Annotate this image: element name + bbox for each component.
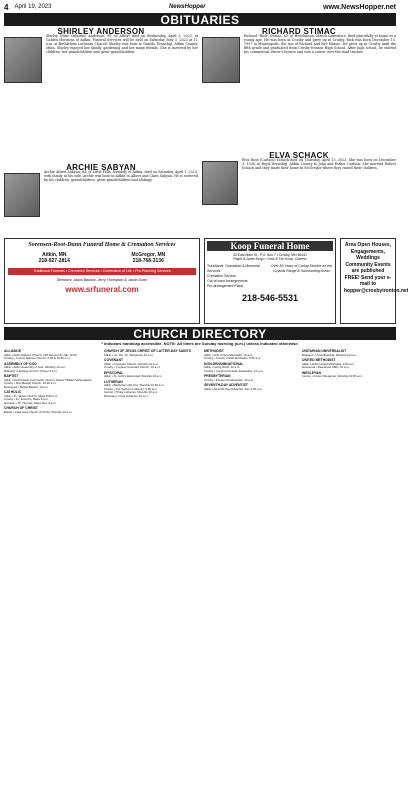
church-entry: Aitkin • St. John's Episcopal, Worship 10 a.m. <box>104 374 163 378</box>
church-entry: Aitkin • Covenant Church, Worship 10 a.m. <box>104 361 159 366</box>
church-entry: Aitkin • St. James Church, Mass 8:30 a.m. <box>4 393 59 398</box>
church-heading: CHURCH OF CHRIST <box>4 406 38 410</box>
church-heading: PRESBYTERIAN <box>204 374 231 378</box>
church-entry: Crosby • Crosby Alliance Church, 8:30 & 10:30 a.m. <box>4 356 71 360</box>
church-entry: Crosby • First Baptist Church, 10:30 a.m. <box>4 381 57 385</box>
church-heading: ASSEMBLY OF GOD <box>4 361 37 366</box>
church-entry: Brainerd • Heritage Church, Prayer 9 a.m. <box>4 368 58 373</box>
ad-city: Aitkin, MN <box>42 252 67 258</box>
ad-directors: Directors: Jason Bautick, Jerry Thompson & Jacob Dunn <box>56 278 148 282</box>
church-entry: Aitkin • Living Word, 10 a.m. <box>204 365 241 369</box>
paper-name: NewsHopper <box>168 4 206 10</box>
koop-ad <box>204 238 336 324</box>
church-entry: Aitkin • Northwoods Community Church, Pastor William Vehrenkamp <box>4 377 92 382</box>
church-directory-banner: CHURCH DIRECTORY <box>4 327 396 340</box>
church-heading: COVENANT <box>104 358 124 362</box>
ad-url[interactable]: www.srfuneral.com <box>65 285 139 294</box>
church-entry: Crosby • Crosby United Methodist, 9:30 a.m. <box>204 356 262 360</box>
obituary-photo <box>202 161 238 205</box>
church-entry: Aitkin • Seventh-Day Adventist, Sat. 9:30 a.m. <box>204 386 263 391</box>
church-entry: Aitkin • Bethlehem (ELCA), Worship 10:30 a.m. <box>104 383 165 387</box>
ad-phone: 218-927-2814 <box>38 258 70 264</box>
church-heading: CATHOLIC <box>4 390 22 394</box>
masthead <box>4 2 396 12</box>
church-entry: Aitkin • Aitkin United Methodist, 9:30 a.m. <box>302 361 355 366</box>
ad-tagline: Over 80 Years of Caring Service on the Cuyuna Range & Surrounding Areas <box>271 264 332 273</box>
obituary-text: Elva Rose (Carlson) Schack died on Thursday, April 13, 2023. She was born on December 3, 1936, in Boyd Township, Aitkin County to John and Esther Carlson. She married Robert Schack and they made their home in McGregor where they raised their children. <box>242 158 396 170</box>
obituary-text: Richard "Rick" Stimac, 65, of Hutchinson, March Lakeshore, died peacefully at home at a young age. He was born in Crosby and grew up in Crosby. Rick was born December 15, 1957 in Minneapolis, the son of Richard and Bev Stimac. He grew up in Crosby until the fifth grade and graduated from Crosby-Ironton High School. After high school, he started his commercial driver's license and was a career over-the-road trucker. <box>244 34 396 54</box>
church-entry: Aitkin • First United Methodist, 10 a.m. <box>204 352 254 357</box>
church-entry: Deerwood • Bethel Baptist, 10 a.m. <box>4 384 49 389</box>
ad-phone: 218-768-3136 <box>132 258 164 264</box>
page-number: 4 <box>4 2 9 12</box>
church-heading: LUTHERAN <box>104 379 123 384</box>
church-heading: WESLEYAN <box>302 370 321 375</box>
ad-address: 32 East Main St., P.O. Box 7 • Crosby, MN 56441 <box>233 253 307 257</box>
church-entry: Aitkin • Aitkin Alliance Church, 218 Second St. NE. 10:30 <box>4 352 77 357</box>
sorensen-ad <box>4 238 200 324</box>
church-heading: UNITED METHODIST <box>302 358 336 362</box>
church-entry: Ironton • Ironton Wesleyan, Worship 10:30 a.m. <box>302 374 363 378</box>
issue-date: April 19, 2023 <box>14 4 52 10</box>
ad-service-item: Cremation Service <box>207 274 236 278</box>
obituary-photo <box>4 37 42 83</box>
obituaries-banner: OBITUARIES <box>4 13 396 26</box>
church-column-3 <box>204 348 302 788</box>
ad-city: McGregor, MN <box>131 252 166 258</box>
obituary-name: ARCHIE SABYAN <box>66 163 136 172</box>
church-column-1 <box>4 348 102 788</box>
ad-title: Koop Funeral Home <box>207 241 333 251</box>
ad-title: Sorensen-Root-Dunn Funeral Home & Cremation Services <box>28 242 176 248</box>
obituary-text: Shirley (Nine Osborne) Anderson, 90, of Albert died on Wednesday, April 5, 2023, at Golden Horizons of Aitkin. Funeral Services will be held on Saturday May 3, 2023 at 11 a.m. at Bethlehem Lutheran Church. Shirley was born in Tuxedo Township, Aitkin County, Minn. Shirley enjoyed her family, gardening and her many friends. She is survived by her children, her grandchildren and great-grandchildren. <box>46 34 198 54</box>
church-entry: Baxter • Lake Area Church of Christ, Worship 10 a.m. <box>4 409 73 414</box>
church-entry: Aitkin • Co. Rd. 12, Sacrament 10 a.m. <box>104 352 154 357</box>
ad-owners: Ralph & Janet Koop • Chris & Tim Koop, Owners <box>233 257 307 261</box>
area-events-ad: Area Open Houses, Engagements, Weddings Community Events are published FREE! Send your e-mail to hopper@crosbyironton.net <box>340 238 396 324</box>
church-column-4 <box>302 348 400 788</box>
obituary-photo <box>4 173 40 217</box>
obituary-photo <box>202 37 240 83</box>
ad-service-item: Pre-arrangement Plans <box>207 284 244 288</box>
church-entry: Brainerd • UU Fellowship, Worship 10 a.m. <box>302 352 357 357</box>
obituary-elva <box>202 151 396 236</box>
paper-url[interactable]: www.NewsHopper.net <box>323 3 396 11</box>
church-column-2 <box>104 348 202 788</box>
church-heading: BAPTIST <box>4 374 19 378</box>
obituary-text: Archie Albert Sabyan, 84, of Little Falls, formerly of Aitkin, died on Saturday, April 1, 2023, with family at his side. Archie was born in Aitkin to Albert and Clara Sabyan. He is survived by his children, grandchildren, great-grandchildren and siblings. <box>44 170 198 182</box>
church-heading: METHODIST <box>204 349 224 353</box>
ad-service-item: Out of town Arrangements <box>207 279 248 283</box>
obituary-name: ELVA SCHACK <box>269 151 329 160</box>
church-heading: UNITARIAN UNIVERSALIST <box>302 349 347 353</box>
church-entry: McGregor • First Lutheran, 10 a.m. <box>104 393 149 398</box>
church-entry: Crosby • St. Joseph's, Mass 9 a.m. <box>4 397 49 401</box>
obituary-name: SHIRLEY ANDERSON <box>57 27 145 36</box>
ad-phone: 218-546-5531 <box>241 293 299 303</box>
church-entry: Deerwood • Deerwood UMC, 10 a.m. <box>302 365 350 369</box>
church-entry: Garrison • St. Thomas, Mass Sun. 9 a.m. <box>4 400 57 405</box>
church-heading: ALLIANCE <box>4 349 22 353</box>
church-entry: Crosby • Our Savior's Lutheran, 9:30 a.m. <box>104 386 158 391</box>
obituary-archie <box>4 163 198 236</box>
ad-service-item: Traditional, Graveside & Memorial Services <box>207 264 260 273</box>
church-heading: CHURCH OF JESUS CHRIST OF LATTER-DAY SAINTS <box>104 349 191 353</box>
church-heading: NON-DENOMINATIONAL <box>204 361 244 366</box>
church-entry: Ironton • Trinity Lutheran, Worship 10 a.m. <box>104 390 159 394</box>
church-heading: EPISCOPAL <box>104 370 124 375</box>
church-entry: Crosby • Pioneer Presbyterian, 10 a.m. <box>204 377 255 382</box>
church-directory-note: * Indicates handicap accessible. NOTE: All times are Sunday morning (a.m.) unless indicated otherwise. <box>101 341 299 346</box>
obituary-richard <box>202 27 396 152</box>
church-entry: Aitkin • Aitkin Assembly of God, Worship 10 a.m. <box>4 365 66 369</box>
church-entry: Crosby • Cuyuna Covenant Church, 10 a.m. <box>104 365 161 369</box>
obituary-name: RICHARD STIMAC <box>262 27 336 36</box>
church-entry: Crosby • Cuyuna Christian Fellowship, 10 a.m. <box>204 368 264 373</box>
church-heading: SEVENTH-DAY ADVENTIST <box>204 383 248 387</box>
ad-services: Traditional Funerals • Cremation Services • Celebration of Life • Pre-Planning Services <box>8 268 196 275</box>
